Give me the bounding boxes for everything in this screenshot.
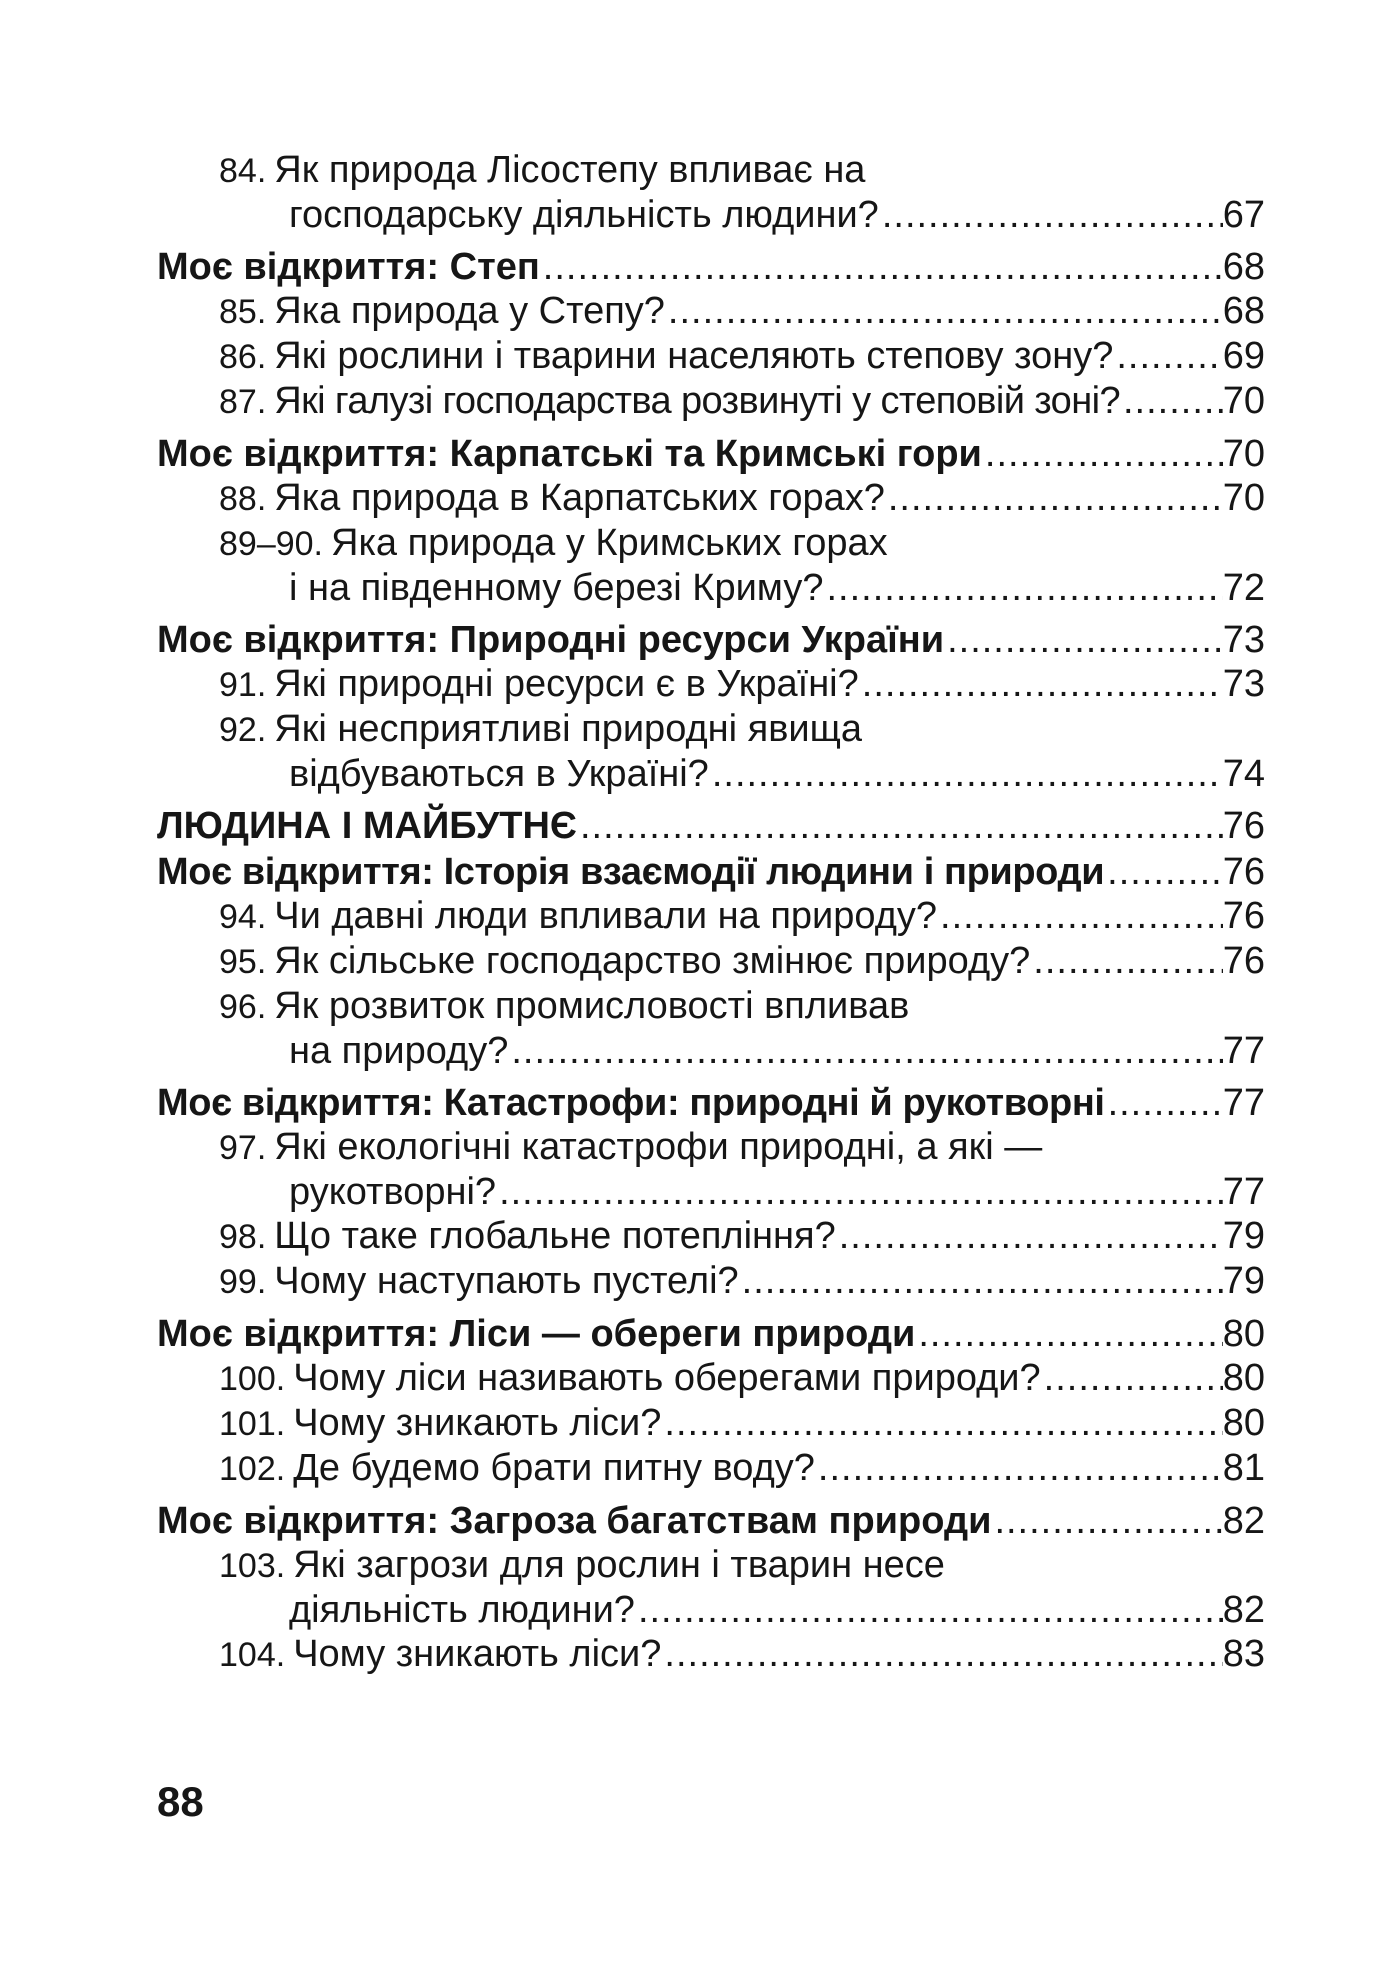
dot-leader (859, 662, 1223, 706)
dot-leader (661, 1632, 1222, 1676)
toc-section-lisy[interactable] (157, 1312, 1265, 1356)
dot-leader (577, 804, 1223, 848)
dot-leader (739, 1259, 1223, 1303)
entry-number: 89–90. (219, 525, 323, 563)
entry-number: 97. (219, 1129, 267, 1167)
section-title: Моє відкриття: Ліси — обереги природи (157, 1313, 916, 1355)
dot-leader (1113, 334, 1222, 378)
entry-title: Які екологічні катастрофи природні, а які — (274, 1126, 1043, 1168)
entry-title: Які галузі господарства розвинуті у степовій зоні? (274, 380, 1120, 422)
toc-entry-86[interactable] (157, 334, 1265, 379)
entry-page: 70 (1222, 380, 1265, 422)
entry-number: 91. (219, 666, 267, 704)
entry-title: Що таке глобальне потепління? (274, 1215, 836, 1257)
dot-leader (496, 1170, 1223, 1214)
entry-page: 76 (1222, 895, 1265, 937)
dot-leader (508, 1029, 1222, 1073)
section-page: 70 (1222, 433, 1265, 475)
dot-leader (824, 566, 1223, 610)
entry-page: 72 (1222, 567, 1265, 609)
section-page: 73 (1222, 619, 1265, 661)
entry-page: 73 (1222, 663, 1265, 705)
section-title: Моє відкриття: Загроза багатствам природи (157, 1500, 992, 1542)
entry-page: 80 (1222, 1402, 1265, 1444)
entry-number: 85. (219, 293, 267, 331)
entry-number: 101. (219, 1405, 286, 1443)
toc-entry-98[interactable] (157, 1214, 1265, 1259)
entry-page: 69 (1222, 335, 1265, 377)
entry-title: Чому наступають пустелі? (274, 1260, 739, 1302)
toc-entry-84[interactable] (157, 148, 1265, 237)
toc-entry-97[interactable] (157, 1125, 1265, 1214)
entry-title: Які рослини і тварини населяють степову зону? (274, 335, 1114, 377)
entry-number: 104. (219, 1636, 286, 1674)
toc-section-gory[interactable] (157, 432, 1265, 476)
entry-number: 95. (219, 943, 267, 981)
entry-page: 80 (1222, 1357, 1265, 1399)
dot-leader (1105, 1081, 1223, 1125)
entry-title: Як розвиток промисловості впливав (274, 985, 910, 1027)
entry-title: Які несприятливі природні явища (274, 708, 863, 750)
section-page: 77 (1222, 1082, 1265, 1124)
dot-leader (1030, 939, 1222, 983)
dot-leader (915, 1312, 1222, 1356)
dot-leader (982, 432, 1223, 476)
page-number: 88 (157, 1778, 204, 1825)
entry-number: 92. (219, 711, 267, 749)
section-page: 68 (1222, 246, 1265, 288)
entry-title: Які загрози для рослин і тварин несе (293, 1544, 945, 1586)
entry-number: 100. (219, 1360, 286, 1398)
entry-title-continued: рукотворні? (289, 1171, 497, 1213)
dot-leader (661, 1401, 1222, 1445)
table-of-contents (157, 148, 1265, 1677)
entry-title-continued: на природу? (289, 1030, 509, 1072)
entry-title-continued: господарську діяльність людини? (289, 194, 879, 236)
entry-number: 87. (219, 383, 267, 421)
toc-entry-96[interactable] (157, 984, 1265, 1073)
toc-entry-85[interactable] (157, 289, 1265, 334)
entry-number: 94. (219, 898, 267, 936)
entry-page: 79 (1222, 1260, 1265, 1302)
toc-entry-102[interactable] (157, 1446, 1265, 1491)
toc-section-katastrofy[interactable] (157, 1081, 1265, 1125)
toc-entry-88[interactable] (157, 476, 1265, 521)
dot-leader (635, 1588, 1223, 1632)
dot-leader (540, 245, 1223, 289)
entry-number: 98. (219, 1218, 267, 1256)
dot-leader (937, 894, 1223, 938)
section-page: 76 (1222, 851, 1265, 893)
dot-leader (879, 193, 1223, 237)
entry-page: 77 (1222, 1030, 1265, 1072)
entry-title: Яка природа у Степу? (274, 290, 665, 332)
dot-leader (1104, 850, 1223, 894)
toc-entry-99[interactable] (157, 1259, 1265, 1304)
entry-title: Які природні ресурси є в Україні? (274, 663, 859, 705)
toc-entry-104[interactable] (157, 1632, 1265, 1677)
dot-leader (709, 752, 1223, 796)
dot-leader (836, 1214, 1223, 1258)
entry-title: Чому ліси називають оберегами природи? (293, 1357, 1041, 1399)
entry-title: Яка природа у Кримських горах (331, 522, 888, 564)
entry-title: Чи давні люди впливали на природу? (274, 895, 938, 937)
dot-leader (1041, 1356, 1223, 1400)
toc-entry-94[interactable] (157, 894, 1265, 939)
entry-title: Як сільське господарство змінює природу? (274, 940, 1031, 982)
entry-page: 67 (1222, 194, 1265, 236)
section-page: 80 (1222, 1313, 1265, 1355)
section-title: Моє відкриття: Степ (157, 246, 540, 288)
toc-section-zahroza[interactable] (157, 1499, 1265, 1543)
entry-page: 81 (1222, 1447, 1265, 1489)
toc-entry-87[interactable] (157, 379, 1265, 424)
entry-number: 84. (219, 152, 267, 190)
toc-section-step[interactable] (157, 245, 1265, 289)
entry-title-continued: діяльність людини? (289, 1589, 635, 1631)
part-page: 76 (1222, 805, 1265, 847)
toc-section-istoriia[interactable] (157, 850, 1265, 894)
entry-title: Де будемо брати питну воду? (293, 1447, 815, 1489)
entry-title: Як природа Лісостепу впливає на (274, 149, 866, 191)
entry-page: 79 (1222, 1215, 1265, 1257)
toc-entry-95[interactable] (157, 939, 1265, 984)
toc-section-resursy[interactable] (157, 618, 1265, 662)
entry-number: 86. (219, 338, 267, 376)
toc-entry-91[interactable] (157, 662, 1265, 707)
toc-entry-103[interactable] (157, 1543, 1265, 1632)
dot-leader (815, 1446, 1223, 1490)
entry-page: 77 (1222, 1171, 1265, 1213)
dot-leader (885, 476, 1223, 520)
entry-number: 99. (219, 1263, 267, 1301)
entry-title-continued: і на південному березі Криму? (289, 567, 824, 609)
toc-entry-100[interactable] (157, 1356, 1265, 1401)
entry-title: Яка природа в Карпатських горах? (274, 477, 885, 519)
dot-leader (944, 618, 1223, 662)
entry-page: 82 (1222, 1589, 1265, 1631)
entry-title: Чому зникають ліси? (293, 1633, 662, 1675)
entry-number: 96. (219, 988, 267, 1026)
section-title: Моє відкриття: Карпатські та Кримські гори (157, 433, 982, 475)
dot-leader (1120, 379, 1223, 423)
entry-number: 88. (219, 480, 267, 518)
entry-page: 76 (1222, 940, 1265, 982)
dot-leader (991, 1499, 1222, 1543)
entry-page: 74 (1222, 753, 1265, 795)
toc-entry-89-90[interactable] (157, 521, 1265, 610)
section-title: Моє відкриття: Природні ресурси України (157, 619, 945, 661)
section-page: 82 (1222, 1500, 1265, 1542)
section-title: Моє відкриття: Катастрофи: природні й рукотворні (157, 1082, 1105, 1124)
entry-number: 102. (219, 1450, 286, 1488)
entry-page: 83 (1222, 1633, 1265, 1675)
part-title: ЛЮДИНА І МАЙБУТНЄ (157, 805, 577, 847)
entry-page: 70 (1222, 477, 1265, 519)
entry-number: 103. (219, 1547, 286, 1585)
toc-entry-92[interactable] (157, 707, 1265, 796)
entry-title-continued: відбуваються в Україні? (289, 753, 709, 795)
toc-part-liudyna[interactable] (157, 804, 1265, 848)
section-title: Моє відкриття: Історія взаємодії людини і природи (157, 851, 1105, 893)
dot-leader (665, 289, 1223, 333)
toc-entry-101[interactable] (157, 1401, 1265, 1446)
entry-page: 68 (1222, 290, 1265, 332)
entry-title: Чому зникають ліси? (293, 1402, 662, 1444)
